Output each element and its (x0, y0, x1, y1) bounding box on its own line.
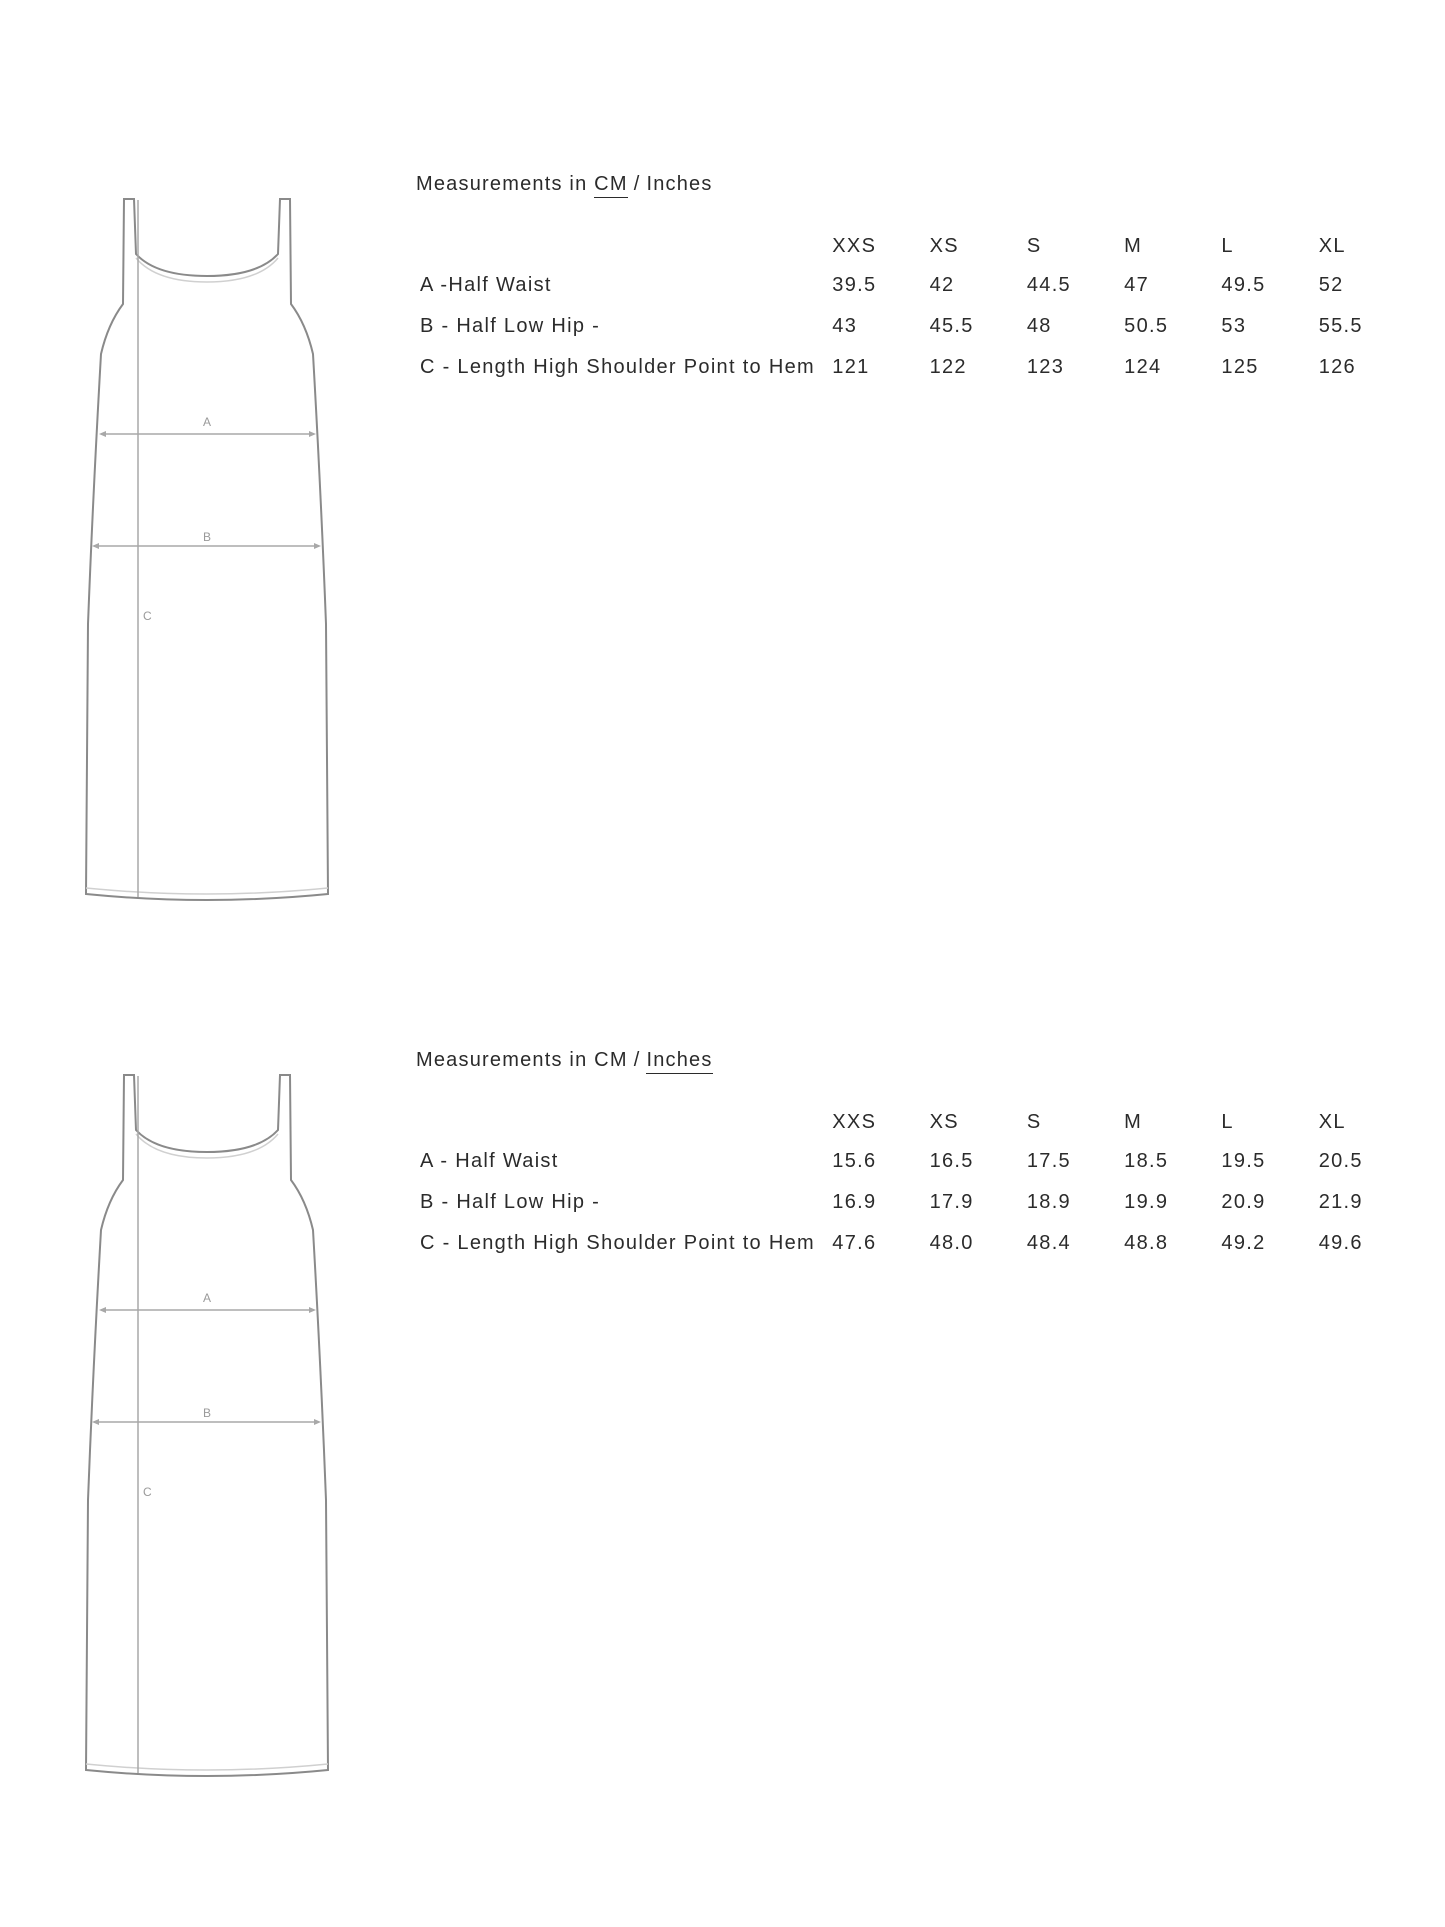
table-row (416, 1223, 1416, 1264)
table-cell: 49.6 (1318, 1232, 1363, 1254)
size-chart-inches (0, 1036, 1445, 1796)
diagram-label-a: A (202, 415, 212, 429)
table-cell: 16.5 (929, 1150, 974, 1172)
neckline-inner (136, 258, 278, 282)
table-cell: 52 (1318, 274, 1344, 296)
dress-diagram (76, 194, 338, 924)
unit-toggle-inches[interactable]: Inches (646, 1049, 712, 1074)
table-cell: 42 (929, 274, 955, 296)
size-header: XXS (832, 1110, 877, 1133)
size-header: XL (1318, 1110, 1346, 1133)
table-cell: 121 (832, 356, 870, 378)
size-header: XXS (832, 234, 877, 257)
table-cell: 44.5 (1026, 274, 1071, 296)
table-row (416, 306, 1416, 347)
table-cell: 122 (929, 356, 967, 378)
table-cell: 18.5 (1124, 1150, 1169, 1172)
table-cell: 48.8 (1124, 1232, 1169, 1254)
size-header: L (1221, 234, 1234, 257)
size-table-inches (416, 1103, 1416, 1264)
size-header: L (1221, 1110, 1234, 1133)
table-row (416, 1141, 1416, 1182)
table-cell: 20.5 (1318, 1150, 1363, 1172)
hem-inner (86, 888, 328, 894)
table-cell: 21.9 (1318, 1191, 1363, 1213)
table-row (416, 347, 1416, 388)
header-spacer (416, 1103, 832, 1141)
size-header: XS (929, 1110, 959, 1133)
dress-sketch (76, 194, 338, 924)
row-label: B - Half Low Hip - (420, 315, 601, 337)
hem-inner (86, 1764, 328, 1770)
size-table-cm (416, 227, 1416, 388)
heading-prefix: Measurements in (416, 1049, 588, 1071)
row-label: B - Half Low Hip - (420, 1191, 601, 1213)
size-header: S (1026, 234, 1042, 257)
table-row (416, 1182, 1416, 1223)
table-row (416, 265, 1416, 306)
table-cell: 53 (1221, 315, 1247, 337)
unit-toggle-inches[interactable]: Inches (646, 173, 713, 195)
table-cell: 19.5 (1221, 1150, 1266, 1172)
dress-diagram (76, 1070, 338, 1800)
table-cell: 20.9 (1221, 1191, 1266, 1213)
table-cell: 50.5 (1124, 315, 1169, 337)
table-cell: 48.0 (929, 1232, 974, 1254)
unit-toggle-cm[interactable]: CM (594, 1049, 628, 1071)
table-cell: 47 (1124, 274, 1149, 296)
table-cell: 17.9 (929, 1191, 974, 1213)
size-header: S (1026, 1110, 1042, 1133)
diagram-label-b: B (202, 1406, 212, 1420)
dress-outline (86, 199, 328, 900)
measurement-panel-cm (416, 171, 1416, 388)
table-cell: 43 (832, 315, 858, 337)
size-header: M (1124, 234, 1143, 257)
table-cell: 48 (1026, 315, 1052, 337)
row-label: A -Half Waist (420, 274, 552, 296)
table-cell: 123 (1026, 356, 1065, 378)
table-cell: 124 (1124, 356, 1162, 378)
size-header: XL (1318, 234, 1346, 257)
size-chart-cm (0, 160, 1445, 920)
table-cell: 49.2 (1221, 1232, 1266, 1254)
measurements-heading (416, 171, 1416, 197)
table-cell: 15.6 (832, 1150, 877, 1172)
diagram-label-b: B (202, 530, 212, 544)
diagram-label-a: A (202, 1291, 212, 1305)
unit-separator: / (633, 173, 641, 195)
dress-outline (86, 1075, 328, 1776)
table-cell: 125 (1221, 356, 1259, 378)
diagram-label-c: C (143, 609, 152, 623)
neckline-inner (136, 1134, 278, 1158)
table-cell: 47.6 (832, 1232, 877, 1254)
row-label: A - Half Waist (420, 1150, 559, 1172)
table-cell: 18.9 (1026, 1191, 1071, 1213)
measurement-panel-inches (416, 1047, 1416, 1264)
size-header: M (1124, 1110, 1143, 1133)
unit-toggle-cm[interactable]: CM (594, 173, 628, 198)
header-spacer (416, 227, 832, 265)
measurements-heading (416, 1047, 1416, 1073)
table-cell: 48.4 (1026, 1232, 1071, 1254)
table-cell: 55.5 (1318, 315, 1363, 337)
diagram-label-c: C (143, 1485, 152, 1499)
table-cell: 45.5 (929, 315, 974, 337)
table-cell: 126 (1318, 356, 1356, 378)
table-cell: 39.5 (832, 274, 877, 296)
table-cell: 19.9 (1124, 1191, 1169, 1213)
size-header-row (416, 1103, 1416, 1141)
dress-sketch (76, 1070, 338, 1800)
table-cell: 16.9 (832, 1191, 877, 1213)
size-header: XS (929, 234, 959, 257)
size-header-row (416, 227, 1416, 265)
row-label: C - Length High Shoulder Point to Hem (420, 1232, 815, 1254)
table-cell: 17.5 (1026, 1150, 1071, 1172)
table-cell: 49.5 (1221, 274, 1266, 296)
heading-prefix: Measurements in (416, 173, 588, 195)
row-label: C - Length High Shoulder Point to Hem (420, 356, 815, 378)
unit-separator: / (633, 1049, 641, 1071)
